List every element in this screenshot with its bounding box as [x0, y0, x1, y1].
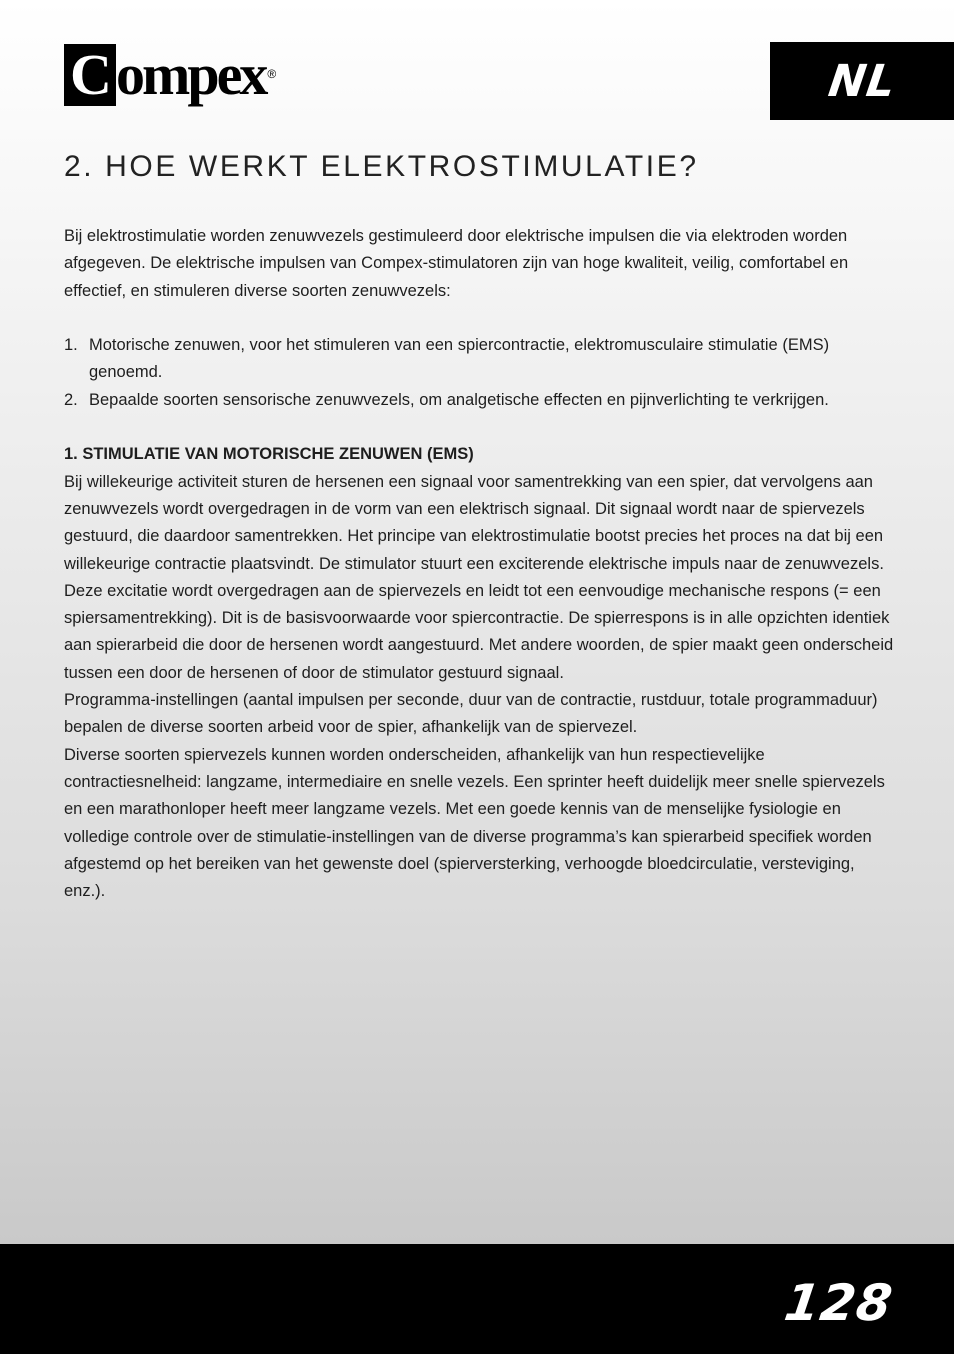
footer-bar: [0, 1244, 954, 1354]
list-number: 2.: [64, 390, 78, 409]
compex-logo: [64, 44, 276, 106]
page-number: 128: [780, 1274, 897, 1332]
language-label: NL: [824, 55, 900, 107]
subsection-title: 1. STIMULATIE VAN MOTORISCHE ZENUWEN (EMS): [64, 445, 474, 464]
intro-paragraph: Bij elektrostimulatie worden zenuwvezels gestimuleerd door elektrische impulsen die via elektroden worden afgegeven. De elektrische impulsen van Compex-stimulatoren zijn van hoge kwaliteit, veilig, comfortabel en effectief, en stimuleren diverse soorten zenuwvezels:: [64, 227, 849, 300]
body-paragraph: Diverse soorten spiervezels kunnen worden onderscheiden, afhankelijk van hun respectievelijke contractiesnelheid: langzame, intermediaire en snelle vezels. Een sprinter heeft duidelijk meer snelle spiervezels en een marathonloper heeft meer langzame vezels. Met een goede kennis van de menselijke fysiologie en volledige controle over de stimulatie-instellingen van de diverse programma’s kan spierarbeid specifiek worden afgestemd op het bereiken van het gewenste doel (spierversterking, verhoogde bloedcirculatie, versteviging, enz.).: [64, 745, 885, 901]
body-paragraph: Bij willekeurige activiteit sturen de hersenen een signaal voor samentrekking van een spier, dat vervolgens aan zenuwvezels wordt overgedragen in de vorm van een elektrisch signaal. Dit signaal wordt naar de spiervezels gestuurd, die daardoor samentrekken. Het principe van elektrostimulatie bootst precies het proces na dat bij een willekeurige contractie plaatsvindt. De stimulator stuurt een exciterende elektrische impuls naar de zenuwvezels. Deze excitatie wordt overgedragen aan de spiervezels en leidt tot een eenvoudige mechanische respons (= een spiersamentrekking). Dit is de basisvoorwaarde voor spiercontractie. De spierrespons is in alle opzichten identiek aan spierarbeid die door de hersenen wordt aangestuurd. Met andere woorden, de spier maakt geen onderscheid tussen een door de hersenen of door de stimulator gestuurd signaal.: [64, 472, 894, 682]
logo-initial: C: [64, 44, 116, 106]
logo-wordmark: ompex: [116, 42, 266, 107]
list-item: [64, 332, 894, 387]
list-number: 1.: [64, 336, 78, 355]
body-content: [64, 223, 894, 905]
list-text: Motorische zenuwen, voor het stimuleren van een spiercontractie, elektromusculaire stimulatie (EMS) genoemd.: [89, 336, 830, 382]
spacer: [64, 305, 894, 332]
section-title: 2. HOE WERKT ELEKTROSTIMULATIE?: [64, 150, 699, 183]
language-tab: [770, 42, 954, 120]
list-text: Bepaalde soorten sensorische zenuwvezels, om analgetische effecten en pijnverlichting te verkrijgen.: [89, 390, 829, 409]
spacer: [64, 414, 894, 441]
registered-mark: ®: [267, 67, 277, 81]
list-item: [64, 387, 894, 414]
body-paragraph: Programma-instellingen (aantal impulsen per seconde, duur van de contractie, rustduur, totale programmaduur) bepalen de diverse soorten arbeid voor de spier, afhankelijk van de spiervezel.: [64, 691, 878, 737]
